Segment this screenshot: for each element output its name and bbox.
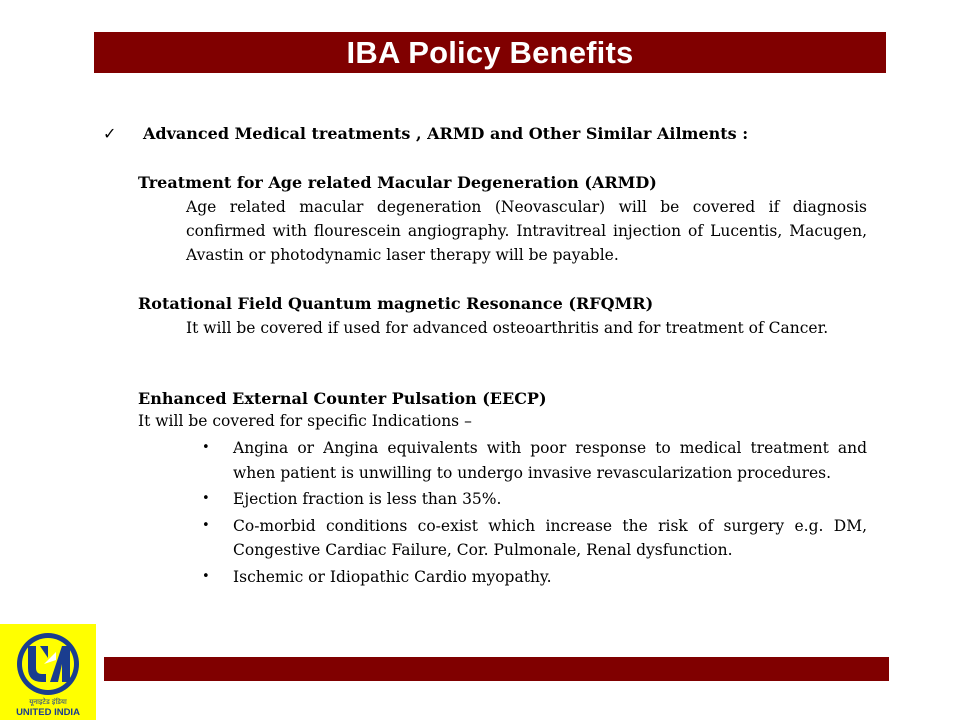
eecp-heading: Enhanced External Counter Pulsation (EECP) (138, 389, 547, 408)
armd-heading: Treatment for Age related Macular Degeneration (ARMD) (138, 173, 657, 192)
slide-title: IBA Policy Benefits (346, 34, 634, 70)
united-india-emblem-icon (0, 624, 96, 720)
bullet-icon: • (202, 491, 210, 506)
svg-text:यूनाइटेड इंडिया: यूनाइटेड इंडिया (29, 698, 67, 706)
rfqmr-text: It will be covered if used for advanced osteoarthritis and for treatment of Cancer. (186, 319, 829, 337)
bullet-icon: • (202, 517, 210, 533)
united-india-logo (0, 624, 96, 720)
bullet-icon: • (202, 440, 210, 455)
armd-text: Age related macular degeneration (Neovascular) will be covered if diagnosis confirmed with flourescein angiography. Intravitreal injection of Lucentis, Macugen, Avastin or photodynamic laser therapy will be payable. (186, 198, 867, 264)
eecp-intro: It will be covered for specific Indications – (138, 412, 472, 430)
bullet-icon: • (202, 568, 210, 584)
list-item: • Ischemic or Idiopathic Cardio myopathy. (200, 565, 867, 590)
list-item: • Co-morbid conditions co-exist which increase the risk of surgery e.g. DM, Congestive Cardiac Failure, Cor. Pulmonale, Renal dysfunction. (200, 514, 867, 563)
rfqmr-heading: Rotational Field Quantum magnetic Resonance (RFQMR) (138, 294, 654, 313)
section-heading-line (103, 124, 748, 143)
footer-bar (104, 657, 889, 681)
list-item: • Ejection fraction is less than 35%. (200, 487, 867, 512)
eecp-indications-list (200, 436, 867, 589)
svg-text:UNITED INDIA: UNITED INDIA (16, 707, 80, 718)
list-item: • Angina or Angina equivalents with poor response to medical treatment and when patient is unwilling to undergo invasive revascularization procedures. (200, 436, 867, 485)
section-heading: Advanced Medical treatments , ARMD and Other Similar Ailments : (143, 124, 749, 143)
checkmark-icon: ✓ (103, 124, 117, 143)
